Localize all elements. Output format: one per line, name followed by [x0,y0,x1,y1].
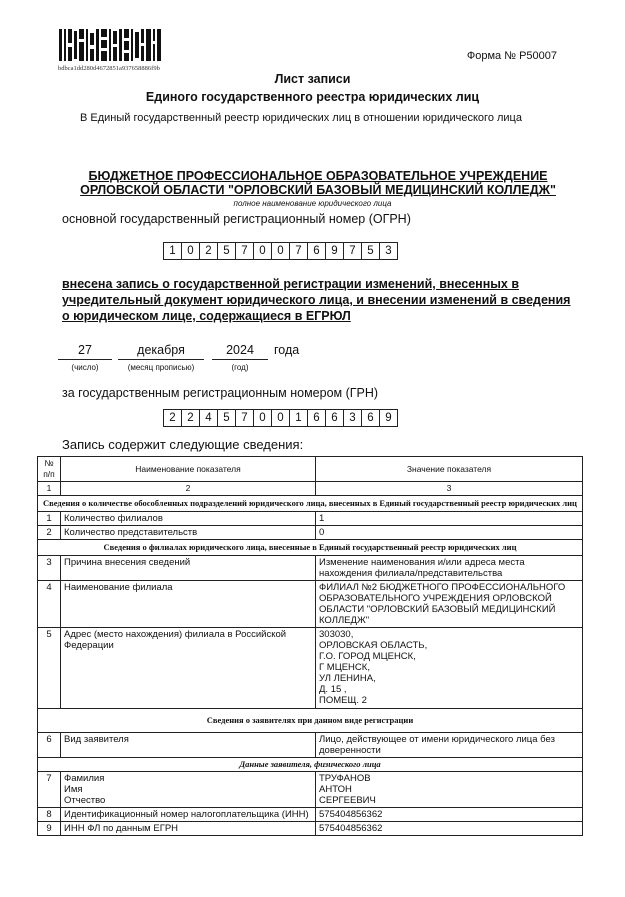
grn-digit: 7 [236,410,254,426]
row-name: Вид заявителя [61,733,316,758]
row-value: ТРУФАНОВ АНТОН СЕРГЕЕВИЧ [316,772,583,808]
grn-digit: 4 [200,410,218,426]
row-num: 6 [38,733,61,758]
ogrn-digit: 2 [200,243,218,259]
date-day-caption: (число) [71,363,99,372]
section-heading: Сведения о количестве обособленных подразделений юридического лица, внесенных в Единый государственный реестр юридических лиц [38,496,583,512]
grn-digit: 1 [290,410,308,426]
subsection-heading: Данные заявителя, физического лица [38,758,583,772]
table-row [38,733,583,758]
ogrn-digit: 7 [344,243,362,259]
table-header-row [38,457,583,482]
section-row [38,540,583,556]
row-value: 1 [316,512,583,526]
row-value: 0 [316,526,583,540]
records-table [37,456,583,836]
section-row [38,709,583,733]
row-num: 9 [38,822,61,836]
row-name: Фамилия Имя Отчество [61,772,316,808]
form-number: Форма № Р50007 [466,50,557,62]
table-intro: Запись содержит следующие сведения: [62,437,304,452]
row-name: Причина внесения сведений [61,556,316,581]
intro-text: В Единый государственный реестр юридических лиц в отношении юридического лица [80,112,522,124]
grn-digit: 0 [254,410,272,426]
table-row [38,526,583,540]
ogrn-label: основной государственный регистрационный номер (ОГРН) [62,212,411,226]
section-heading: Сведения о филиалах юридического лица, внесенные в Единый государственный реестр юридических лиц [38,540,583,556]
ogrn-digit: 0 [182,243,200,259]
date-year-word: года [274,343,300,357]
row-name: ИНН ФЛ по данным ЕГРН [61,822,316,836]
barcode-icon [58,27,165,63]
grn-digit: 3 [344,410,362,426]
row-value: 303030, ОРЛОВСКАЯ ОБЛАСТЬ, Г.О. ГОРОД МЦЕНСК, Г МЦЕНСК, УЛ ЛЕНИНА, Д. 15 , ПОМЕЩ. 2 [316,628,583,709]
table-row [38,556,583,581]
row-num: 5 [38,628,61,709]
page-subtitle: Единого государственного реестра юридических лиц [145,90,480,104]
date-day: 27 [58,343,112,360]
grn-digit: 6 [362,410,380,426]
ogrn-digit: 1 [164,243,182,259]
header-name: Наименование показателя [61,457,316,482]
header-num: № п/п [38,457,61,482]
table-col-numbers-row [38,482,583,496]
ogrn-cells [163,242,398,260]
grn-digit: 0 [272,410,290,426]
row-num: 2 [38,526,61,540]
header-value: Значение показателя [316,457,583,482]
subsection-row [38,758,583,772]
organization-name-caption: полное наименование юридического лица [233,199,392,208]
grn-digit: 9 [385,412,392,424]
table-row [38,581,583,628]
date-year-caption: (год) [231,363,249,372]
row-value: Лицо, действующее от имени юридического лица без доверенности [316,733,583,758]
grn-label: за государственным регистрационным номером (ГРН) [62,386,379,400]
organization-name: БЮДЖЕТНОЕ ПРОФЕССИОНАЛЬНОЕ ОБРАЗОВАТЕЛЬНОЕ УЧРЕЖДЕНИЕ ОРЛОВСКОЙ ОБЛАСТИ "ОРЛОВСКИЙ БАЗОВЫЙ МЕДИЦИНСКИЙ КОЛЛЕДЖ" [80,169,556,197]
grn-digit: 2 [164,410,182,426]
table-row [38,772,583,808]
ogrn-digit: 9 [326,243,344,259]
section-heading: Сведения о заявителях при данном виде регистрации [38,709,583,733]
grn-digit: 6 [326,410,344,426]
row-num: 1 [38,512,61,526]
ogrn-digit: 3 [385,245,392,257]
date-year: 2024 [212,343,268,360]
row-name: Адрес (место нахождения) филиала в Российской Федерации [61,628,316,709]
table-row [38,808,583,822]
table-row [38,512,583,526]
entry-statement: внесена запись о государственной регистрации изменений, внесенных в учредительный документ юридического лица, и внесении изменений в сведения о юридическом лице, содержащиеся в ЕГРЮЛ [62,277,571,323]
ogrn-digit: 6 [308,243,326,259]
date-month-caption: (месяц прописью) [127,363,195,372]
row-num: 3 [38,556,61,581]
page-title: Лист записи [274,72,351,86]
row-num: 8 [38,808,61,822]
row-value: 575404856362 [316,808,583,822]
col-number: 2 [61,482,316,496]
grn-digit: 2 [182,410,200,426]
row-name: Количество филиалов [61,512,316,526]
row-name: Наименование филиала [61,581,316,628]
grn-digit: 5 [218,410,236,426]
document-hash: bdbca1dd280d4672851a937658886f9b [58,65,160,72]
grn-digit: 6 [308,410,326,426]
row-value: ФИЛИАЛ №2 БЮДЖЕТНОГО ПРОФЕССИОНАЛЬНОГО ОБРАЗОВАТЕЛЬНОГО УЧРЕЖДЕНИЯ ОРЛОВСКОЙ ОБЛАСТИ "ОРЛОВСКИЙ БАЗОВЫЙ МЕДИЦИНСКИЙ КОЛЛЕДЖ" [316,581,583,628]
section-row [38,496,583,512]
ogrn-digit: 0 [254,243,272,259]
row-name: Количество представительств [61,526,316,540]
row-name: Идентификационный номер налогоплательщика (ИНН) [61,808,316,822]
ogrn-digit: 5 [218,243,236,259]
date-month: декабря [118,343,204,360]
ogrn-digit: 7 [236,243,254,259]
ogrn-digit: 7 [290,243,308,259]
row-num: 4 [38,581,61,628]
table-row [38,628,583,709]
ogrn-digit: 0 [272,243,290,259]
col-number: 3 [316,482,583,496]
row-num: 7 [38,772,61,808]
table-row [38,822,583,836]
row-value: Изменение наименования и/или адреса места нахождения филиала/представительства [316,556,583,581]
row-value: 575404856362 [316,822,583,836]
ogrn-digit: 5 [362,243,380,259]
col-number: 1 [38,482,61,496]
grn-cells [163,409,398,427]
